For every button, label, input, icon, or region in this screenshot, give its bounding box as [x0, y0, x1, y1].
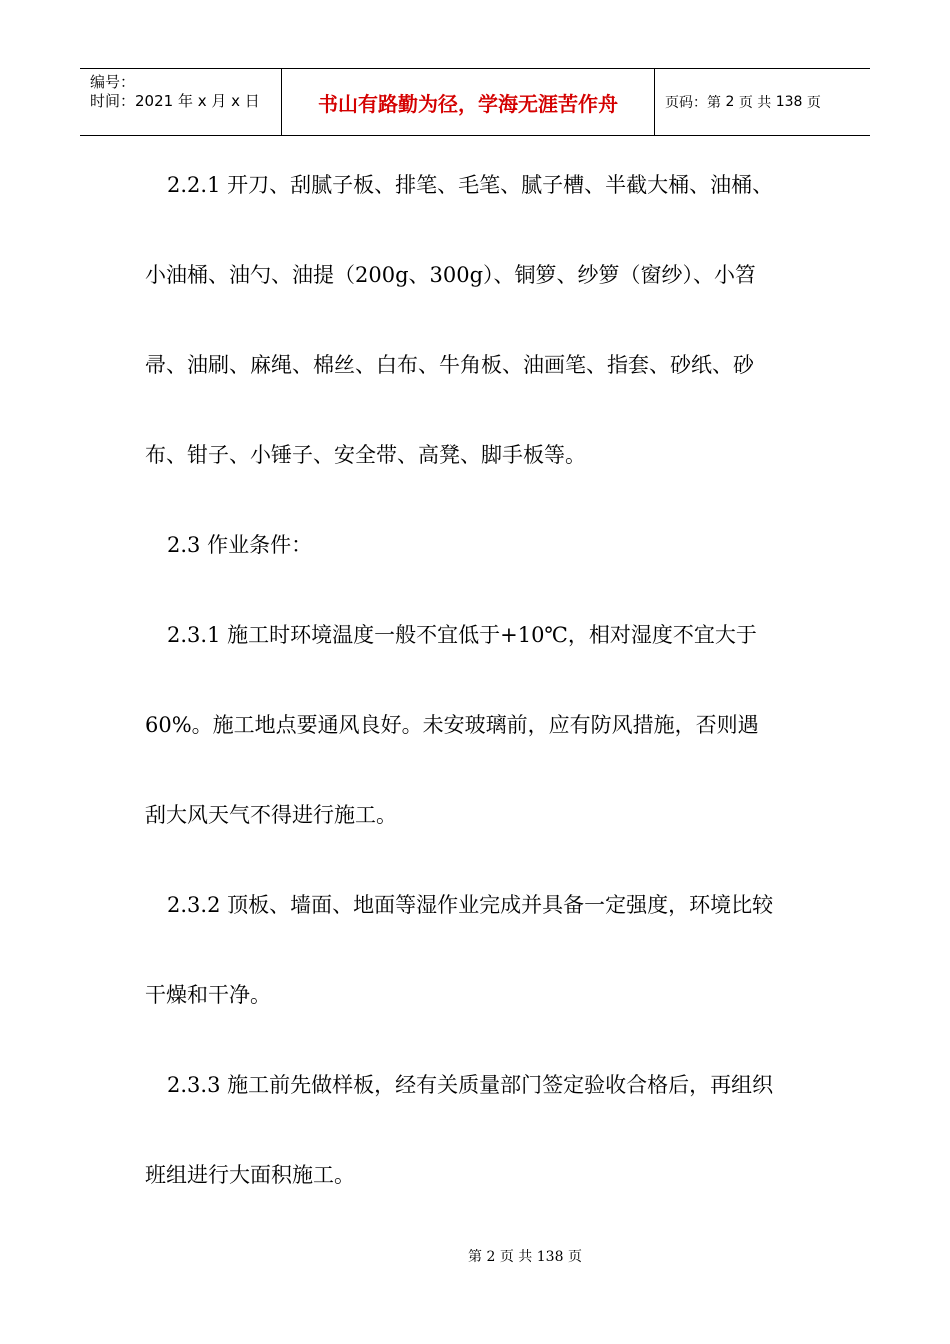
- page-number: 2: [725, 94, 735, 110]
- footer-mid: 页 共: [499, 1249, 533, 1265]
- section-heading: 2.3 作业条件：: [167, 533, 313, 557]
- page-mid: 页 共: [738, 95, 772, 111]
- paragraph-line: 帚、油刷、麻绳、棉丝、白布、牛角板、油画笔、指套、砂纸、砂: [145, 353, 754, 377]
- page-prefix: 页码：第: [665, 95, 721, 111]
- header-motto: 书山有路勤为径，学海无涯苦作舟: [282, 69, 655, 135]
- paragraph-line: 2.3.2 顶板、墙面、地面等湿作业完成并具备一定强度，环境比较: [167, 893, 774, 917]
- paragraph-line: 班组进行大面积施工。: [145, 1163, 355, 1187]
- paragraph-line: 布、钳子、小锤子、安全带、高凳、脚手板等。: [145, 443, 586, 467]
- header-table: [80, 68, 870, 136]
- document-body: [145, 140, 810, 1220]
- paragraph-line: 2.2.1 开刀、刮腻子板、排笔、毛笔、腻子槽、半截大桶、油桶、: [167, 173, 774, 197]
- paragraph-line: 2.3.1 施工时环境温度一般不宜低于+10℃，相对湿度不宜大于: [167, 623, 757, 647]
- footer-suffix: 页: [567, 1249, 582, 1265]
- footer-total-pages: 138: [536, 1249, 564, 1265]
- footer-prefix: 第: [468, 1249, 483, 1265]
- page-suffix: 页: [806, 95, 821, 111]
- header-page-info: [655, 69, 870, 135]
- header-meta-cell: [80, 69, 282, 135]
- serial-label: 编号：: [90, 73, 136, 91]
- paragraph-line: 2.3.3 施工前先做样板，经有关质量部门签定验收合格后，再组织: [167, 1073, 774, 1097]
- paragraph-line: 小油桶、油勺、油提（200g、300g）、铜箩、纱箩（窗纱）、小笤: [145, 263, 757, 287]
- paragraph-line: 刮大风天气不得进行施工。: [145, 803, 397, 827]
- paragraph-line: 60%。施工地点要通风良好。未安玻璃前，应有防风措施，否则遇: [145, 713, 759, 737]
- page-footer: [0, 1246, 950, 1266]
- total-pages: 138: [775, 94, 803, 110]
- paragraph-line: 干燥和干净。: [145, 983, 271, 1007]
- footer-page-number: 2: [486, 1249, 496, 1265]
- date-label: 时间：2021 年 x 月 x 日: [90, 92, 260, 110]
